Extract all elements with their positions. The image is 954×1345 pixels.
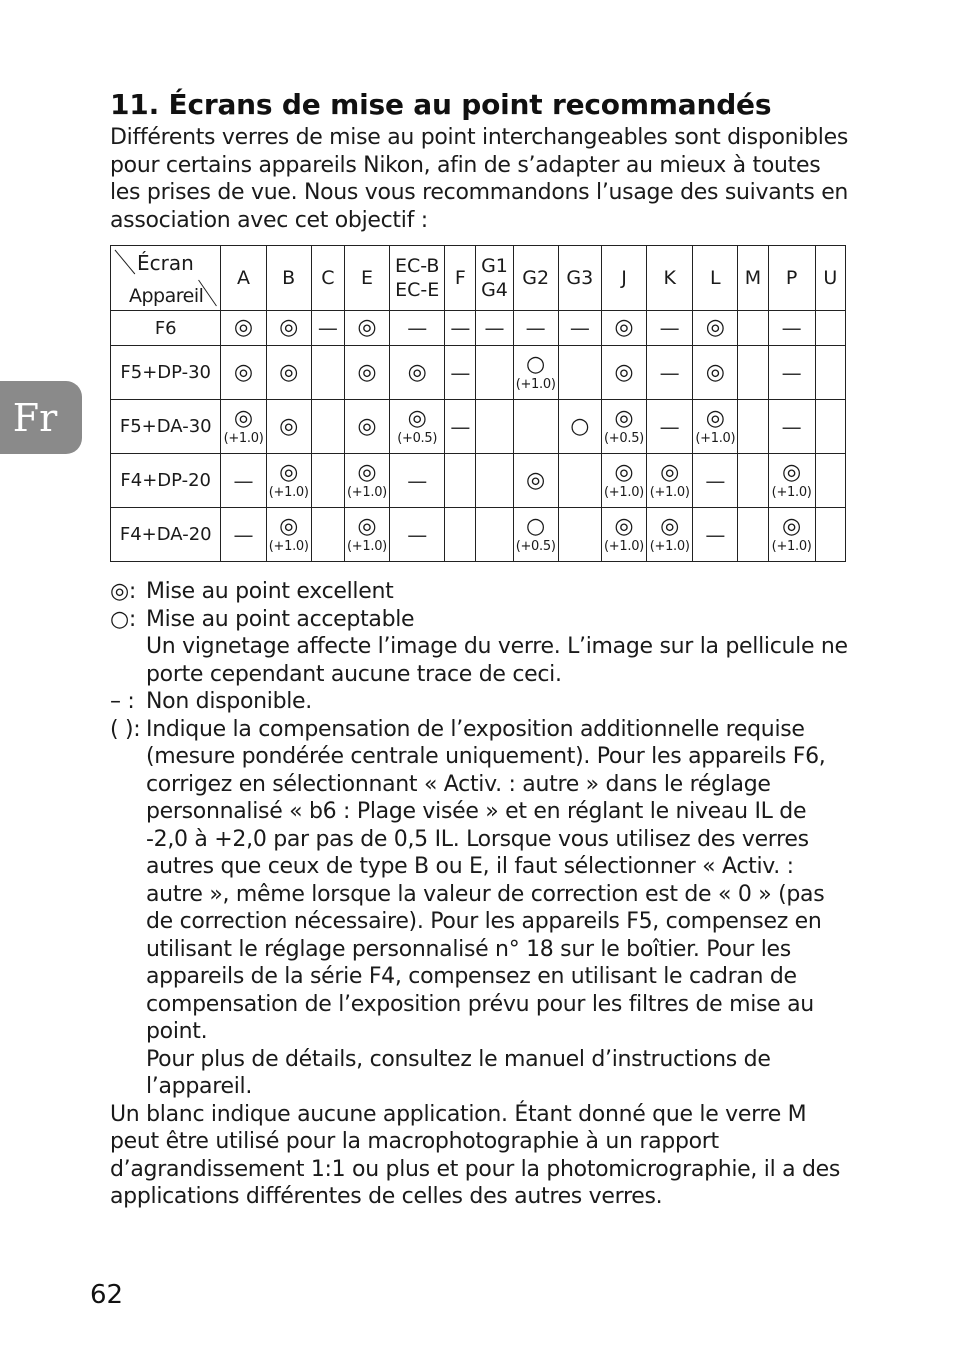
double-circle-icon: ◎: [233, 315, 254, 340]
compatibility-cell: [768, 346, 815, 400]
compatibility-cell: [344, 311, 389, 346]
double-circle-icon: ◎: [614, 459, 634, 485]
dash-icon: —: [407, 522, 428, 547]
double-circle-icon: ◎: [782, 513, 802, 539]
compatibility-cell: [647, 311, 693, 346]
double-circle-icon: ◎: [614, 359, 634, 385]
compatibility-cell: [558, 311, 601, 346]
compatibility-cell: [476, 508, 513, 562]
compatibility-cell: [266, 400, 311, 454]
dash-icon: —: [659, 414, 680, 439]
compatibility-cell: [513, 454, 558, 508]
legend-acceptable-note: Un vignetage affecte l’image du verre. L’image sur la pellicule ne porte cependant aucune trace de ceci.: [146, 634, 848, 687]
compatibility-cell: [815, 346, 845, 400]
dash-icon: – :: [110, 689, 135, 714]
dash-icon: —: [450, 414, 471, 439]
column-header: J: [601, 246, 646, 311]
double-circle-icon: ◎: [705, 315, 725, 340]
compensation-value: (+1.0): [268, 538, 309, 554]
dash-icon: —: [569, 316, 590, 340]
intro-paragraph: Différents verres de mise au point interchangeables sont disponibles pour certains appareils Nikon, afin de s’adapter au mieux à toutes les prises de vue. Nous vous recommandons l’usage des suivants en association avec cet objectif :: [110, 125, 849, 233]
compatibility-cell: [311, 508, 344, 562]
compatibility-cell: [738, 400, 768, 454]
section-title: 11. Écrans de mise au point recommandés: [110, 88, 772, 121]
column-header: G2: [513, 246, 558, 311]
double-circle-icon: ◎:: [110, 579, 137, 604]
compatibility-cell: [601, 311, 646, 346]
dash-icon: —: [781, 360, 802, 385]
dash-icon: —: [407, 468, 428, 493]
dash-icon: —: [525, 316, 546, 340]
corner-screen-label: Écran: [137, 251, 194, 275]
compatibility-cell: [311, 454, 344, 508]
compensation-value: (+1.0): [649, 538, 690, 554]
compatibility-cell: [738, 454, 768, 508]
table-body: [111, 311, 846, 562]
circle-icon: ○: [570, 413, 590, 439]
compatibility-cell: [311, 400, 344, 454]
legend-parentheses: [110, 716, 854, 1046]
double-circle-icon: ◎: [705, 405, 725, 431]
compensation-value: (+1.0): [695, 430, 736, 446]
compatibility-cell: [221, 508, 266, 562]
double-circle-icon: ◎: [357, 359, 377, 385]
compatibility-cell: [601, 346, 646, 400]
table-header-row: [111, 246, 846, 311]
compensation-value: (+1.0): [347, 538, 387, 554]
compatibility-cell: [647, 346, 693, 400]
closing-paragraph: Un blanc indique aucune application. Étant donné que le verre M peut être utilisé pour la macrophotographie à un rapport d’agrandissement 1:1 ou plus et pour la photomicrographie, il a des applications différentes de celles des autres verres.: [110, 1101, 841, 1209]
dash-icon: —: [450, 316, 471, 340]
column-header: G1 G4: [476, 246, 513, 311]
compatibility-cell: [390, 508, 445, 562]
compatibility-cell: [445, 346, 476, 400]
double-circle-icon: ◎: [233, 359, 254, 385]
compatibility-cell: [693, 454, 738, 508]
compatibility-cell: [445, 400, 476, 454]
dash-icon: —: [484, 316, 505, 340]
double-circle-icon: ◎: [279, 315, 299, 340]
table-row: [111, 346, 846, 400]
dash-icon: —: [705, 522, 726, 547]
compatibility-cell: [693, 400, 738, 454]
double-circle-icon: ◎: [614, 315, 634, 340]
compensation-value: (+0.5): [515, 538, 556, 554]
table-corner-cell: [111, 246, 221, 311]
compatibility-cell: [738, 508, 768, 562]
double-circle-icon: ◎: [660, 459, 680, 485]
compatibility-cell: [390, 311, 445, 346]
compatibility-cell: [815, 400, 845, 454]
compatibility-cell: [390, 400, 445, 454]
compatibility-cell: [738, 311, 768, 346]
dash-icon: —: [407, 316, 428, 340]
double-circle-icon: ◎: [614, 513, 634, 539]
compatibility-cell: [344, 508, 389, 562]
compatibility-cell: [693, 311, 738, 346]
compatibility-cell: [815, 508, 845, 562]
compatibility-cell: [266, 346, 311, 400]
column-header: G3: [558, 246, 601, 311]
compensation-value: (+1.0): [604, 484, 644, 500]
column-header: EC-B EC-E: [390, 246, 445, 311]
legend-acceptable: [110, 606, 854, 634]
compatibility-cell: [513, 400, 558, 454]
compatibility-cell: [344, 454, 389, 508]
double-circle-icon: ◎: [233, 405, 254, 431]
camera-cell: F5+DP-30: [111, 346, 221, 400]
camera-cell: F5+DA-30: [111, 400, 221, 454]
column-header: P: [768, 246, 815, 311]
compatibility-cell: [693, 508, 738, 562]
legend: [110, 578, 854, 1211]
circle-icon: ○: [526, 513, 546, 539]
compatibility-cell: [390, 454, 445, 508]
dash-icon: —: [317, 316, 338, 340]
double-circle-icon: ◎: [526, 467, 546, 493]
dash-icon: —: [233, 468, 254, 493]
corner-camera-label: Appareil: [129, 285, 204, 307]
compatibility-cell: [266, 508, 311, 562]
compensation-value: (+0.5): [397, 430, 438, 446]
compatibility-cell: [476, 311, 513, 346]
language-tab: Fr: [0, 381, 82, 454]
table-row: [111, 508, 846, 562]
legend-parentheses-text: Indique la compensation de l’exposition additionnelle requise (mesure pondérée centrale uniquement). Pour les appareils F6, corrigez en sélectionnant « Activ. : autre » dans le réglage personnalisé « b6 : Plage visée » et en réglant le niveau IL de -2,0 à +2,0 par pas de 0,5 IL. Lorsque vous utilisez des verres autres que ceux de type B ou E, il faut sélectionner « Activ. : autre », même lorsque la valeur de correction est de « 0 » (pas de correction nécessaire). Pour les appareils F5, compensez en utilisant le réglage personnalisé n° 18 sur le boîtier. Pour les appareils de la série F4, compensez en utilisant le cadran de compensation de l’exposition prévu pour les filtres de mise au point.: [146, 716, 826, 1044]
column-header: E: [344, 246, 389, 311]
compatibility-cell: [558, 508, 601, 562]
compatibility-cell: [221, 400, 266, 454]
compatibility-cell: [311, 346, 344, 400]
column-header: L: [693, 246, 738, 311]
double-circle-icon: ◎: [357, 315, 377, 340]
legend-na: [110, 688, 854, 716]
column-header: U: [815, 246, 845, 311]
compensation-value: (+1.0): [604, 538, 644, 554]
column-header: A: [221, 246, 266, 311]
compatibility-cell: [445, 454, 476, 508]
compatibility-cell: [266, 311, 311, 346]
double-circle-icon: ◎: [782, 459, 802, 485]
double-circle-icon: ◎: [407, 359, 427, 385]
compatibility-cell: [647, 508, 693, 562]
dash-icon: —: [781, 414, 802, 439]
compensation-value: (+1.0): [771, 484, 812, 500]
compatibility-cell: [445, 508, 476, 562]
compensation-value: (+1.0): [649, 484, 690, 500]
double-circle-icon: ◎: [614, 405, 634, 431]
compatibility-cell: [476, 400, 513, 454]
compatibility-cell: [558, 346, 601, 400]
focusing-screen-table: [110, 245, 846, 562]
double-circle-icon: ◎: [357, 413, 377, 439]
compatibility-cell: [221, 311, 266, 346]
compatibility-cell: [513, 346, 558, 400]
compatibility-cell: [513, 311, 558, 346]
page-number: 62: [90, 1280, 124, 1310]
compatibility-cell: [768, 454, 815, 508]
compatibility-cell: [344, 400, 389, 454]
compatibility-cell: [768, 311, 815, 346]
compatibility-cell: [601, 508, 646, 562]
dash-icon: —: [705, 468, 726, 493]
compatibility-cell: [221, 454, 266, 508]
double-circle-icon: ◎: [705, 359, 725, 385]
compensation-value: (+1.0): [223, 430, 264, 446]
camera-cell: F4+DA-20: [111, 508, 221, 562]
double-circle-icon: ◎: [279, 359, 299, 385]
compatibility-cell: [476, 346, 513, 400]
column-header: C: [311, 246, 344, 311]
dash-icon: —: [781, 316, 802, 340]
parentheses-icon: ( ):: [110, 716, 141, 742]
circle-icon: ○:: [110, 606, 137, 632]
dash-icon: —: [233, 522, 254, 547]
double-circle-icon: ◎: [279, 513, 299, 539]
compatibility-cell: [601, 400, 646, 454]
compatibility-cell: [311, 311, 344, 346]
compatibility-cell: [768, 508, 815, 562]
legend-excellent: [110, 578, 854, 606]
compatibility-cell: [344, 346, 389, 400]
legend-acceptable-text: Mise au point acceptable: [146, 606, 415, 632]
double-circle-icon: ◎: [279, 413, 299, 439]
column-header: M: [738, 246, 768, 311]
dash-icon: —: [659, 360, 680, 385]
camera-cell: F4+DP-20: [111, 454, 221, 508]
dash-icon: —: [450, 360, 471, 385]
double-circle-icon: ◎: [407, 405, 427, 431]
compensation-value: (+1.0): [268, 484, 309, 500]
legend-excellent-text: Mise au point excellent: [146, 579, 394, 604]
compatibility-cell: [390, 346, 445, 400]
column-header: B: [266, 246, 311, 311]
compatibility-cell: [601, 454, 646, 508]
circle-icon: ○: [526, 351, 546, 377]
dash-icon: —: [659, 316, 680, 340]
double-circle-icon: ◎: [357, 459, 377, 485]
double-circle-icon: ◎: [357, 513, 377, 539]
compatibility-cell: [647, 454, 693, 508]
double-circle-icon: ◎: [660, 513, 680, 539]
compatibility-cell: [445, 311, 476, 346]
compatibility-cell: [768, 400, 815, 454]
compatibility-cell: [266, 454, 311, 508]
compensation-value: (+1.0): [771, 538, 812, 554]
legend-na-text: Non disponible.: [146, 689, 312, 714]
camera-cell: F6: [111, 311, 221, 346]
compatibility-cell: [476, 454, 513, 508]
compatibility-cell: [693, 346, 738, 400]
compatibility-cell: [815, 454, 845, 508]
compensation-value: (+1.0): [347, 484, 387, 500]
compatibility-cell: [558, 454, 601, 508]
compatibility-cell: [815, 311, 845, 346]
column-header: K: [647, 246, 693, 311]
compatibility-cell: [221, 346, 266, 400]
compatibility-cell: [558, 400, 601, 454]
table-row: [111, 454, 846, 508]
compatibility-cell: [738, 346, 768, 400]
column-header: F: [445, 246, 476, 311]
legend-more-details: Pour plus de détails, consultez le manuel d’instructions de l’appareil.: [146, 1046, 771, 1099]
compatibility-cell: [513, 508, 558, 562]
table-row: [111, 400, 846, 454]
compatibility-cell: [647, 400, 693, 454]
double-circle-icon: ◎: [279, 459, 299, 485]
table-row: [111, 311, 846, 346]
compensation-value: (+0.5): [604, 430, 644, 446]
compensation-value: (+1.0): [515, 376, 556, 392]
